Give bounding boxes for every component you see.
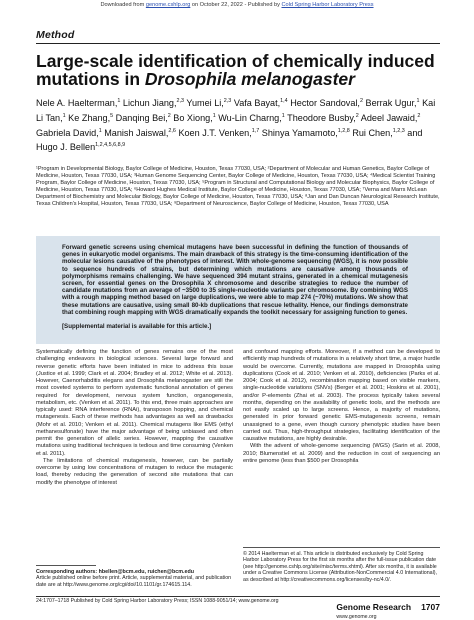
author-affiliation-marker: 1 <box>212 112 216 119</box>
author-affiliation-marker: 1 <box>98 127 102 134</box>
author-affiliation-marker: 2,3 <box>176 98 185 104</box>
journal-site: www.genome.org <box>336 614 377 620</box>
author-affiliation-marker: 1 <box>62 112 66 119</box>
affiliations: ¹Program in Developmental Biology, Baylor College of Medicine, Houston, Texas 77030, USA; ²Department of Molecular and Human Genetics, Baylor College of Medicine, Houston, Texas 77030, USA; ³Human Genome Sequencing Center, Baylor College of Medicine, Houston, Texas 77030, USA; ⁴Medical Scientist Training Program, Baylor College of Medicine, Houston, Texas 77030, USA; ⁵Program in Structural and Computational Biology and Molecular Biophysics, Baylor College of Medicine, Houston, Texas 77030, USA; ⁶Howard Hughes Medical Institute, Baylor College of Medicine, Houston, Texas 77030, USA; ⁷Verna and Marrs McLean Department of Biochemistry and Molecular Biology, Baylor College of Medicine, Houston, Texas 77030, USA; ⁸Jan and Dan Duncan Neurological Research Institute, Texas Children's Hospital, Houston, Texas 77030, USA; ⁹Department of Neuroscience, Baylor College of Medicine, Houston, Texas 77030, USA <box>36 166 440 208</box>
title-plain: Large-scale identification of chemically induced mutations in <box>36 51 435 89</box>
corresponding-authors: Corresponding authors: hbellen@bcm.edu, ruichen@bcm.edu <box>36 568 194 575</box>
author-name: Vafa Bayat, <box>233 98 281 108</box>
author-list <box>36 95 440 154</box>
author-affiliation-marker: 1 <box>416 98 420 104</box>
publisher-link[interactable]: Cold Spring Harbor Laboratory Press <box>281 2 374 8</box>
download-middle: on October 22, 2022 - Published by <box>191 2 280 8</box>
author-name: Yumei Li, <box>186 98 224 108</box>
download-source-link[interactable]: genome.cshlp.org <box>145 2 191 8</box>
author-name: Berrak Ugur, <box>365 98 417 108</box>
author-affiliation-marker: 1,7 <box>251 127 260 134</box>
author-name: Adeel Jawaid, <box>360 112 418 123</box>
article-title <box>36 52 440 88</box>
author-affiliation-marker: 2 <box>167 112 171 119</box>
footer-citation: 24:1707–1718 Published by Cold Spring Harbor Laboratory Press; ISSN 1088-9051/14; www.genome.org <box>36 598 279 604</box>
abstract-text: Forward genetic screens using chemical mutagens have been successful in defining the function of thousands of genes in eukaryotic model organisms. The main drawback of this strategy is the time-consuming identification of the molecular lesions causative of the phenotypes of interest. With whole-genome sequencing (WGS), it is now possible to sequence hundreds of strains, but determining which mutations are causative among thousands of polymorphisms remains challenging. We have sequenced 394 mutant strains, generated in a chemical mutagenesis screen, for essential genes on the Drosophila X chromosome and describe strategies to reduce the number of candidate mutations from an average of ~3500 to 35 single-nucleotide variants per chromosome. By combining WGS with a rough mapping method based on large duplications, we were able to map 274 (~70%) mutations. We show that these mutations are causative, using small 80-kb duplications that rescue lethality. Hence, our findings demonstrate that combining rough mapping with WGS dramatically expands the toolkit necessary for assigning function to genes. <box>62 244 408 316</box>
author-name: Wu-Lin Charng, <box>218 112 282 123</box>
body-paragraph: The limitations of chemical mutagenesis, however, can be partially overcome by using low concentrations of mutagen to reduce the mutagenic load, thereby reducing the generation of second site mutations that can modify the phenotype of interest <box>36 457 233 486</box>
author-affiliation-marker: 2,6 <box>168 127 176 134</box>
author-name: Theodore Busby, <box>287 112 356 123</box>
correspondence-note <box>36 565 233 588</box>
author-affiliation-marker: 5 <box>110 112 114 119</box>
author-name: Shinya Yamamoto, <box>261 127 338 138</box>
author-name: Hector Sandoval, <box>290 98 360 108</box>
author-name: Koen J.T. Venken, <box>178 127 252 138</box>
section-rule <box>36 43 440 44</box>
publication-info: Article published online before print. Article, supplemental material, and publication date are at http://www.genome.org/cgi/doi/10.1101/gr.174615.114. <box>36 575 232 588</box>
body-column-left <box>36 349 233 487</box>
section-label: Method <box>36 29 75 41</box>
author-affiliation-marker: 2,3 <box>223 98 232 104</box>
body-paragraph: and confound mapping efforts. Moreover, if a method can be developed to efficiently map hundreds of mutations in a relatively short time, a major hurdle would be overcome. Currently, mutations are mapped in Drosophila using duplications (Cook et al. 2010; Venken et al. 2010), deficiencies (Parks et al. 2004; Cook et al. 2012), recombination mapping based on visible markers, single-nucleotide variations (SNVs) (Berger et al. 2001; Hoskins et al. 2001), and/or P-elements (Zhai et al. 2003). The process typically takes several months, depending on the availability of genetic tools, and the methods are not easily scaled up to large screens. Hence, a majority of mutations, generated in prior forward genetic EMS-mutagenesis screens, remain unassigned to a gene, even though cursory phenotypic studies have been carried out. Thus, high-throughput strategies, facilitating identification of the causative mutations, are highly desirable. <box>243 349 440 442</box>
author-name: Ke Zhang, <box>68 112 111 123</box>
author-affiliation-marker: 1,2,3 <box>392 127 405 134</box>
page-number: 1707 <box>421 602 440 612</box>
license-note <box>243 547 440 583</box>
author-affiliation-marker: 1 <box>281 112 285 119</box>
author-affiliation-marker: 2 <box>417 112 421 119</box>
download-banner <box>0 2 474 8</box>
author-affiliation-marker: 1,4 <box>280 98 288 104</box>
author-affiliation-marker: 1 <box>117 98 121 104</box>
body-paragraph: With the advent of whole-genome sequencing (WGS) (Sarin et al. 2008, 2010; Blumenstiel et al. 2009) and the reduction in cost of sequencing an entire genome (less than $500 per Drosophila <box>243 443 440 464</box>
footnote-divider <box>36 565 96 566</box>
author-name: Manish Jaiswal, <box>104 127 169 138</box>
author-name: and Hugo J. Bellen <box>36 127 423 153</box>
author-affiliation-marker: 1,2,4,5,6,8,9 <box>95 142 126 149</box>
author-name: Danqing Bei, <box>115 112 168 123</box>
author-name: Rui Chen, <box>352 127 393 138</box>
body-column-right <box>243 349 440 465</box>
download-prefix: Downloaded from <box>100 2 145 8</box>
supplemental-note: [Supplemental material is available for this article.] <box>62 323 212 330</box>
author-affiliation-marker: 1,2,8 <box>337 127 350 134</box>
author-affiliation-marker: 2 <box>355 112 359 119</box>
footer-journal-block <box>336 597 440 620</box>
author-name: Lichun Jiang, <box>122 98 177 108</box>
journal-name: Genome Research <box>336 602 412 612</box>
author-name: Kai Li Tan, <box>36 98 436 123</box>
body-paragraph: Systematically defining the function of genes remains one of the most challenging endeavors in biological sciences. Several large forward and reverse genetic efforts have been initiated in mice to address this issue (Justice et al. 1999; Clark et al. 2004; Bradley et al. 2012; White et al. 2013). However, Caenorhabditis elegans and Drosophila melanogaster are still the most coveted systems to perform systematic functional annotation of genes required for development, nervous system function, organogenesis, metabolism, etc. (Venken et al. 2011). To this end, three main approaches are typically used: RNA interference (RNAi), transposon hopping, and chemical mutagenesis. Each of these methods has advantages as well as drawbacks (Mohr et al. 2010; Venken et al. 2011). Chemical mutagens like EMS (ethyl methanesulfonate) have the major advantage of being unbiased and often permit the generation of allelic series. However, mapping the causative mutations using traditional techniques is tedious and time consuming (Venken et al. 2011). <box>36 349 233 457</box>
license-text: © 2014 Haelterman et al. This article is distributed exclusively by Cold Spring Harbor Laboratory Press for the first six months after the full-issue publication date (see http://genome.cshlp.org/site/misc/terms.xhtml). After six months, it is available under a Creative Commons License (Attribution-NonCommercial 4.0 International), as described at http://creativecommons.org/licenses/by-nc/4.0/. <box>243 550 438 583</box>
license-divider <box>243 547 440 548</box>
author-name: Nele A. Haelterman, <box>36 98 118 108</box>
author-name: Bo Xiong, <box>173 112 213 123</box>
author-name: Gabriela David, <box>36 127 99 138</box>
abstract-box <box>36 236 440 344</box>
title-italic: Drosophila melanogaster <box>144 69 355 89</box>
author-affiliation-marker: 2 <box>359 98 363 104</box>
